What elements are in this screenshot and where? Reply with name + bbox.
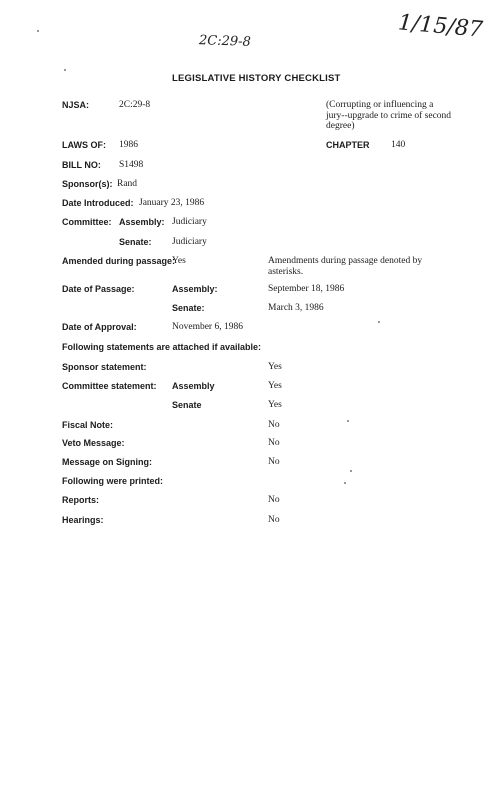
sponsor-statement-value: Yes — [268, 362, 282, 372]
passage-senate-label: Senate: — [172, 303, 205, 313]
committee-senate-label: Senate: — [119, 237, 152, 247]
handwritten-statute-ref: 2C:29-8 — [198, 33, 252, 50]
njsa-value: 2C:29-8 — [119, 100, 151, 110]
committee-senate-value: Judiciary — [172, 237, 207, 247]
sponsors-value: Rand — [117, 179, 138, 189]
date-introduced-value: January 23, 1986 — [139, 198, 205, 208]
laws-of-value: 1986 — [119, 140, 138, 150]
date-of-passage-label: Date of Passage: — [62, 284, 135, 294]
njsa-note: (Corrupting or influencing a jury--upgrade to crime of second degree) — [326, 100, 452, 131]
committee-statement-label: Committee statement: — [62, 381, 157, 391]
committee-statement-senate-label: Senate — [172, 400, 202, 410]
passage-assembly-label: Assembly: — [172, 284, 218, 294]
scan-speck — [64, 69, 66, 71]
njsa-label: NJSA: — [62, 100, 90, 110]
reports-value: No — [268, 495, 280, 505]
sponsors-label: Sponsor(s): — [62, 179, 113, 189]
message-on-signing-value: No — [268, 457, 280, 467]
committee-statement-assembly-value: Yes — [268, 381, 282, 391]
reports-label: Reports: — [62, 495, 100, 505]
bill-no-label: BILL NO: — [62, 160, 101, 170]
laws-of-label: LAWS OF: — [62, 140, 106, 150]
sponsor-statement-label: Sponsor statement: — [62, 362, 147, 372]
scan-speck — [378, 321, 380, 323]
amended-label: Amended during passage: — [62, 256, 176, 266]
hearings-value: No — [268, 515, 280, 525]
committee-statement-senate-value: Yes — [268, 400, 282, 410]
passage-assembly-value: September 18, 1986 — [268, 284, 345, 294]
committee-label: Committee: — [62, 217, 112, 227]
committee-assembly-value: Judiciary — [172, 217, 207, 227]
fiscal-note-label: Fiscal Note: — [62, 420, 114, 430]
handwritten-date: 1/15/87 — [397, 10, 484, 43]
following-printed-heading: Following were printed: — [62, 476, 163, 486]
hearings-label: Hearings: — [62, 515, 104, 525]
veto-message-value: No — [268, 438, 280, 448]
chapter-value: 140 — [391, 140, 406, 150]
amended-note: Amendments during passage denoted by asterisks. — [268, 256, 423, 277]
message-on-signing-label: Message on Signing: — [62, 457, 153, 467]
chapter-label: CHAPTER — [326, 140, 370, 150]
date-of-approval-value: November 6, 1986 — [172, 322, 243, 332]
fiscal-note-value: No — [268, 420, 280, 430]
amended-value: Yes — [172, 256, 186, 266]
scan-speck — [350, 470, 352, 472]
committee-statement-assembly-label: Assembly — [172, 381, 215, 391]
date-introduced-label: Date Introduced: — [62, 198, 134, 208]
scan-speck — [344, 482, 346, 484]
veto-message-label: Veto Message: — [62, 438, 125, 448]
date-of-approval-label: Date of Approval: — [62, 322, 137, 332]
bill-no-value: S1498 — [119, 160, 144, 170]
scan-speck — [347, 420, 349, 422]
page-title: LEGISLATIVE HISTORY CHECKLIST — [172, 73, 341, 84]
scan-speck — [37, 30, 39, 32]
following-attached-heading: Following statements are attached if available: — [62, 342, 262, 352]
passage-senate-value: March 3, 1986 — [268, 303, 324, 313]
committee-assembly-label: Assembly: — [119, 217, 165, 227]
